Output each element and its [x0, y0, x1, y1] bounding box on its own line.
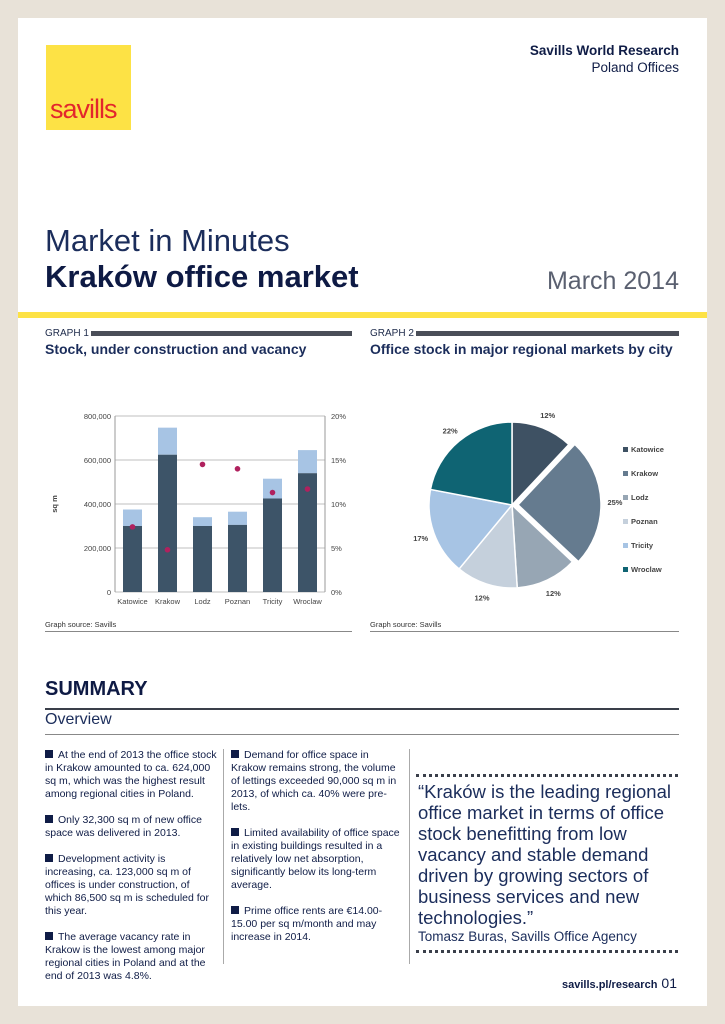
bullet-item: Limited availability of office space in existing buildings resulted in a relatively low net absorption, significantly below its long-term average.	[231, 827, 400, 891]
summary-rule	[45, 708, 679, 710]
graph2-rule	[416, 331, 679, 336]
square-bullet-icon	[231, 906, 239, 914]
page	[18, 18, 707, 1006]
pie-value-label: 25%	[607, 497, 623, 507]
logo-text: savills	[50, 94, 117, 124]
title-line2: Kraków office market	[45, 259, 359, 294]
y2-tick-label: 0%	[331, 588, 342, 597]
graph1-title: Stock, under construction and vacancy	[45, 341, 307, 357]
legend-label: Tricity	[631, 541, 654, 550]
y-axis-label: sq m	[50, 495, 59, 513]
column-separator	[409, 749, 410, 964]
overview-rule	[45, 734, 679, 735]
vacancy-point	[165, 547, 171, 553]
bullet-item: At the end of 2013 the office stock in Krakow amounted to ca. 624,000 sq m, which was the highest result among regional cities in Poland.	[45, 749, 217, 800]
bar-under-construction	[193, 517, 212, 526]
x-tick-label: Tricity	[262, 597, 283, 606]
y-tick-label: 600,000	[83, 456, 111, 465]
bar-stock	[193, 526, 212, 592]
x-tick-label: Krakow	[154, 597, 181, 606]
y2-tick-label: 20%	[331, 412, 347, 421]
vacancy-point	[305, 486, 311, 492]
brand-block	[530, 42, 679, 76]
graph2-title: Office stock in major regional markets by city	[370, 341, 673, 357]
pie-value-label: 12%	[474, 593, 490, 603]
graph2-bottom-rule	[370, 631, 679, 632]
overview-heading: Overview	[45, 711, 112, 728]
legend-swatch	[623, 543, 628, 548]
footer-url[interactable]: savills.pl/research	[562, 979, 658, 991]
bar-under-construction	[263, 479, 282, 499]
column-separator	[223, 749, 224, 964]
bar-stock	[123, 526, 142, 592]
bullet-item: The average vacancy rate in Krakow is the lowest among major regional cities in Poland and at the end of 2013 was 4.8%.	[45, 931, 206, 982]
graph2-label: GRAPH 2	[370, 328, 414, 339]
brand-line2: Poland Offices	[591, 60, 679, 75]
bar-under-construction	[123, 510, 142, 527]
quote-bottom-dots	[416, 950, 678, 953]
x-tick-label: Katowice	[117, 597, 148, 606]
bullet-item: Development activity is increasing, ca. 123,000 sq m of offices is under construction, of which 86,500 sq m is scheduled for this year.	[45, 853, 210, 917]
vacancy-point	[200, 462, 206, 468]
bar-stock	[228, 525, 247, 592]
summary-column-1	[45, 749, 217, 996]
bullet-item: Prime office rents are €14.00-15.00 per sq m/month and may increase in 2014.	[231, 905, 383, 943]
legend-label: Katowice	[631, 445, 664, 454]
graph1-rule	[91, 331, 352, 336]
quote-top-dots	[416, 774, 678, 777]
vacancy-point	[235, 466, 241, 472]
legend-swatch	[623, 567, 628, 572]
x-tick-label: Wroclaw	[293, 597, 322, 606]
pull-quote: “Kraków is the leading regional office market in terms of office stock benefitting from low vacancy and stable demand driven by growing sectors of business services and new technologies.”	[418, 781, 671, 928]
pie-value-label: 17%	[413, 533, 429, 543]
pie-value-label: 12%	[540, 410, 556, 420]
report-date: March 2014	[546, 267, 679, 295]
graph2-source: Graph source: Savills	[370, 620, 442, 629]
footer	[562, 975, 677, 991]
y-tick-label: 0	[106, 588, 111, 597]
page-number: 01	[661, 975, 677, 991]
y2-tick-label: 10%	[331, 500, 347, 509]
title-line1: Market in Minutes	[45, 223, 290, 258]
legend-swatch	[623, 447, 628, 452]
square-bullet-icon	[45, 750, 53, 758]
square-bullet-icon	[231, 750, 239, 758]
vacancy-point	[130, 524, 136, 530]
bar-stock	[158, 455, 177, 592]
square-bullet-icon	[231, 828, 239, 836]
y2-tick-label: 5%	[331, 544, 342, 553]
x-tick-label: Lodz	[194, 597, 211, 606]
bar-chart	[45, 388, 355, 618]
quote-author: Tomasz Buras, Savills Office Agency	[418, 929, 637, 944]
savills-logo	[46, 45, 131, 130]
y-tick-label: 200,000	[83, 544, 111, 553]
summary-heading: SUMMARY	[45, 678, 148, 700]
graph1-bottom-rule	[45, 631, 352, 632]
square-bullet-icon	[45, 815, 53, 823]
pie-value-label: 22%	[442, 426, 458, 436]
bar-under-construction	[298, 450, 317, 473]
bar-under-construction	[228, 512, 247, 525]
y-tick-label: 800,000	[83, 412, 111, 421]
legend-label: Poznan	[631, 517, 658, 526]
graph1-source: Graph source: Savills	[45, 620, 117, 629]
bar-under-construction	[158, 428, 177, 455]
brand-line1: Savills World Research	[529, 43, 679, 58]
graph1-label: GRAPH 1	[45, 328, 89, 339]
bar-stock	[263, 499, 282, 593]
legend-label: Lodz	[631, 493, 649, 502]
yellow-divider	[18, 312, 707, 318]
legend-label: Wroclaw	[631, 565, 662, 574]
summary-column-2	[231, 749, 403, 957]
pie-chart	[370, 388, 680, 618]
x-tick-label: Poznan	[224, 597, 251, 606]
pie-value-label: 12%	[545, 588, 561, 598]
legend-label: Krakow	[631, 469, 659, 478]
legend-swatch	[623, 471, 628, 476]
legend-swatch	[623, 495, 628, 500]
bullet-item: Demand for office space in Krakow remains strong, the volume of lettings exceeded 90,000 sq m in 2013, of which ca. 40% were pre-lets.	[231, 749, 397, 813]
square-bullet-icon	[45, 932, 53, 940]
y-tick-label: 400,000	[83, 500, 111, 509]
legend-swatch	[623, 519, 628, 524]
square-bullet-icon	[45, 854, 53, 862]
y2-tick-label: 15%	[331, 456, 347, 465]
bullet-item: Only 32,300 sq m of new office space was delivered in 2013.	[45, 814, 202, 839]
vacancy-point	[270, 490, 276, 496]
